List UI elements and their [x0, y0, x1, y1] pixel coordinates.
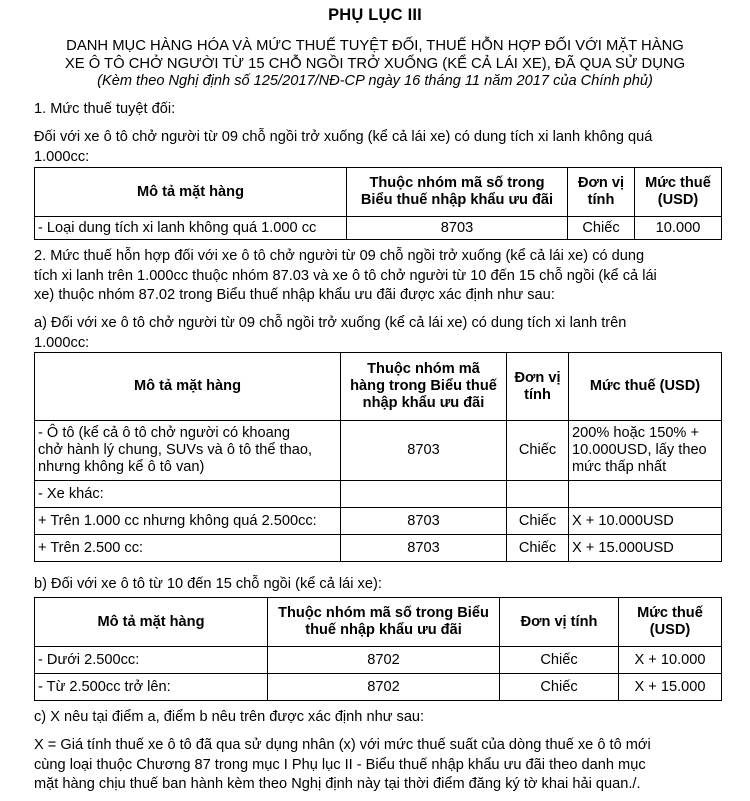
col-header-rate: Mức thuế (USD): [635, 168, 722, 217]
cell-unit: Chiếc: [507, 508, 569, 535]
cell-rate: X + 10.000USD: [569, 508, 722, 535]
document-subtitle: [20, 37, 730, 73]
paragraph-line: xe) thuộc nhóm 87.02 trong Biểu thuế nhập khẩu ưu đãi được xác định như sau:: [34, 287, 555, 303]
paragraph-line: 1.000cc:: [34, 148, 90, 165]
section2c-intro: c) X nêu tại điểm a, điểm b nêu trên được xác định như sau:: [34, 709, 425, 725]
table-row: [35, 674, 722, 701]
paragraph-line: tích xi lanh trên 1.000cc thuộc nhóm 87.03 và xe ô tô chở người từ 10 đến 15 chỗ ngồi (kể cả lái: [34, 267, 657, 284]
cell-description: - Dưới 2.500cc:: [35, 647, 268, 674]
paragraph-line: mặt hàng chịu thuế ban hành kèm theo Nghị định này tại thời điểm đăng ký tờ khai hải quan./.: [34, 776, 641, 792]
paragraph-line: a) Đối với xe ô tô chở người từ 09 chỗ ngồi trở xuống (kể cả lái xe) có dung tích xi lanh trên: [34, 315, 627, 331]
cell-unit: Chiếc: [500, 674, 619, 701]
section2a-intro: [34, 314, 724, 353]
table-header-row: [35, 353, 722, 421]
col-header-unit: Đơn vị tính: [500, 598, 619, 647]
cell-unit: [507, 481, 569, 508]
paragraph-line: 2. Mức thuế hỗn hợp đối với xe ô tô chở người từ 09 chỗ ngồi trở xuống (kể cả lái xe) có dung: [34, 248, 645, 264]
cell-unit: Chiếc: [507, 535, 569, 562]
col-header-description: Mô tả mặt hàng: [35, 353, 341, 421]
table-header-row: [35, 598, 722, 647]
table-mixed-tax-b: [34, 597, 722, 701]
cell-description: - Loại dung tích xi lanh không quá 1.000 cc: [35, 217, 347, 240]
paragraph-line: X = Giá tính thuế xe ô tô đã qua sử dụng nhân (x) với mức thuế suất của dòng thuế xe ô tô mới: [34, 737, 651, 753]
cell-unit: Chiếc: [507, 421, 569, 481]
table-row: [35, 508, 722, 535]
cell-rate: 10.000: [635, 217, 722, 240]
table-row: [35, 217, 722, 240]
section2b-intro: b) Đối với xe ô tô từ 10 đến 15 chỗ ngồi (kể cả lái xe):: [34, 576, 382, 592]
cell-description: + Trên 1.000 cc nhưng không quá 2.500cc:: [35, 508, 341, 535]
cell-code: 8703: [347, 217, 568, 240]
table-row: [35, 421, 722, 481]
cell-rate: X + 15.000: [619, 674, 722, 701]
col-header-rate: Mức thuế (USD): [569, 353, 722, 421]
cell-rate: X + 15.000USD: [569, 535, 722, 562]
section1-intro: [34, 128, 724, 167]
decree-note: (Kèm theo Nghị định số 125/2017/NĐ-CP ngày 16 tháng 11 năm 2017 của Chính phủ): [97, 73, 653, 89]
col-header-code: Thuộc nhóm mã hàng trong Biểu thuế nhập khẩu ưu đãi: [341, 353, 507, 421]
paragraph-line: Đối với xe ô tô chở người từ 09 chỗ ngồi trở xuống (kể cả lái xe) có dung tích xi lanh không quá: [34, 129, 653, 145]
table-absolute-tax: [34, 167, 722, 240]
cell-description: - Xe khác:: [35, 481, 341, 508]
subtitle-line: XE Ô TÔ CHỞ NGƯỜI TỪ 15 CHỖ NGỒI TRỞ XUỐNG (KỂ CẢ LÁI XE), ĐÃ QUA SỬ DỤNG: [64, 56, 686, 72]
cell-code: 8703: [341, 421, 507, 481]
table-row: [35, 535, 722, 562]
page-title: PHỤ LỤC III: [328, 6, 422, 24]
subtitle-line: DANH MỤC HÀNG HÓA VÀ MỨC THUẾ TUYỆT ĐỐI, THUẾ HỖN HỢP ĐỐI VỚI MẶT HÀNG: [66, 38, 684, 54]
col-header-unit: Đơn vị tính: [568, 168, 635, 217]
section2-intro: [34, 247, 724, 306]
cell-code: [341, 481, 507, 508]
col-header-description: Mô tả mặt hàng: [35, 168, 347, 217]
table-header-row: [35, 168, 722, 217]
cell-code: 8703: [341, 535, 507, 562]
cell-description: - Ô tô (kể cả ô tô chở người có khoang chở hành lý chung, SUVs và ô tô thể thao, nhưng không kể ô tô van): [35, 421, 341, 481]
cell-code: 8703: [341, 508, 507, 535]
cell-rate: 200% hoặc 150% + 10.000USD, lấy theo mức thấp nhất: [569, 421, 722, 481]
col-header-code: Thuộc nhóm mã số trong Biểu thuế nhập khẩu ưu đãi: [268, 598, 500, 647]
cell-unit: Chiếc: [500, 647, 619, 674]
cell-code: 8702: [268, 674, 500, 701]
col-header-rate: Mức thuế (USD): [619, 598, 722, 647]
section1-heading: 1. Mức thuế tuyệt đối:: [34, 101, 176, 117]
col-header-description: Mô tả mặt hàng: [35, 598, 268, 647]
x-definition: [34, 736, 724, 795]
paragraph-line: 1.000cc:: [34, 334, 90, 351]
paragraph-line: cùng loại thuộc Chương 87 trong mục I Phụ lục II - Biểu thuế nhập khẩu ưu đãi theo danh mục: [34, 756, 646, 773]
col-header-code: Thuộc nhóm mã số trong Biểu thuế nhập khẩu ưu đãi: [347, 168, 568, 217]
col-header-unit: Đơn vị tính: [507, 353, 569, 421]
cell-rate: X + 10.000: [619, 647, 722, 674]
cell-rate: [569, 481, 722, 508]
table-mixed-tax-a: [34, 352, 722, 562]
cell-code: 8702: [268, 647, 500, 674]
cell-description: - Từ 2.500cc trở lên:: [35, 674, 268, 701]
table-row: [35, 481, 722, 508]
table-row: [35, 647, 722, 674]
cell-unit: Chiếc: [568, 217, 635, 240]
cell-description: + Trên 2.500 cc:: [35, 535, 341, 562]
